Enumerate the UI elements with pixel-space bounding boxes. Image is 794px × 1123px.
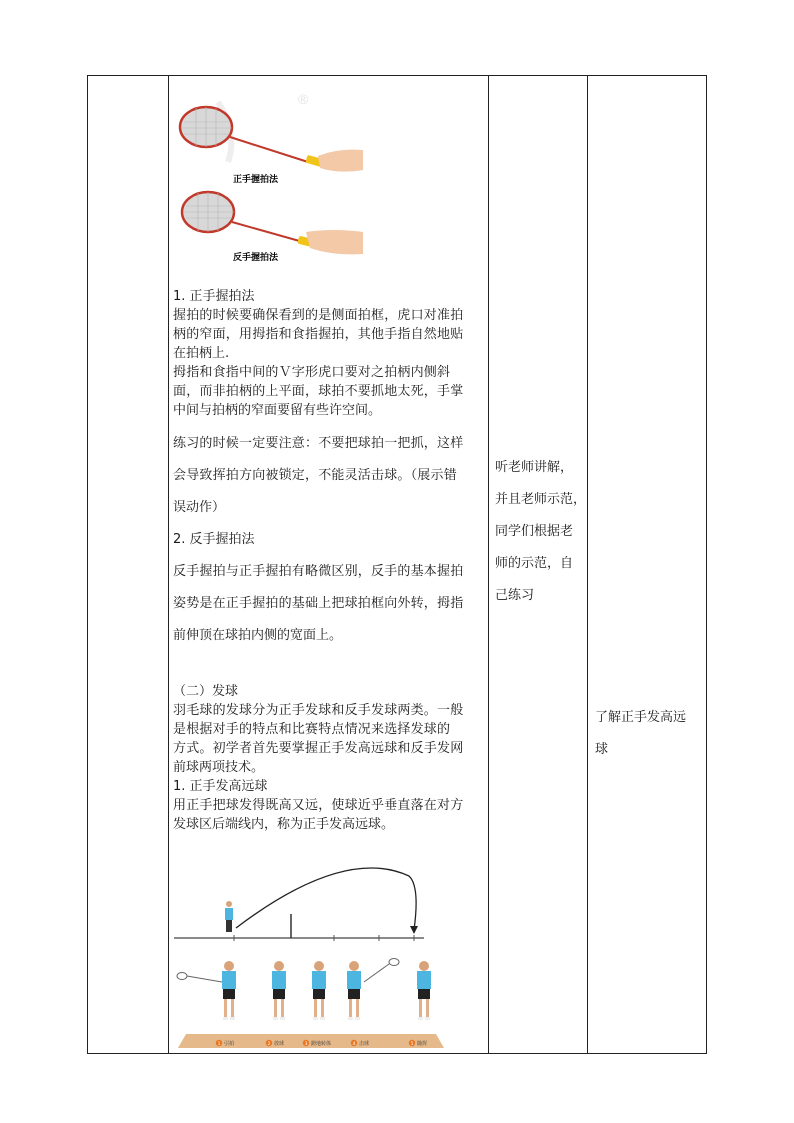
serve-player-figure bbox=[417, 961, 431, 1020]
serve-trajectory-illustration bbox=[174, 856, 454, 946]
paragraph-line: 反手握拍与正手握拍有略微区别，反手的基本握拍 bbox=[173, 564, 464, 579]
student-activity-cell bbox=[489, 76, 587, 1053]
teaching-content-cell bbox=[168, 76, 488, 1053]
paragraph-line: 中间与拍柄的窄面要留有些许空间。 bbox=[173, 403, 382, 418]
design-intent-cell bbox=[588, 76, 707, 1053]
step-number: 1 bbox=[217, 1042, 221, 1047]
serve-sequence-illustration bbox=[174, 954, 444, 1052]
grip-figure bbox=[178, 82, 368, 277]
step-label bbox=[216, 1040, 234, 1047]
step-number: 5 bbox=[410, 1042, 414, 1047]
serve-player-figure bbox=[222, 961, 236, 1020]
activity-line: 同学们根据老 bbox=[495, 524, 574, 539]
section-forehand-grip-title: 1. 正手握拍法 bbox=[173, 289, 255, 304]
step-label bbox=[266, 1040, 284, 1047]
sequence-figure bbox=[174, 954, 444, 1052]
step-label bbox=[351, 1040, 369, 1047]
step-name: 随挥 bbox=[417, 1041, 428, 1047]
racket-icon bbox=[364, 959, 399, 983]
section-backhand-grip-title: 2. 反手握拍法 bbox=[173, 532, 255, 547]
paragraph-line: 练习的时候一定要注意：不要把球拍一把抓，这样 bbox=[173, 436, 464, 451]
paragraph-line: 误动作） bbox=[173, 500, 226, 515]
caption-backhand: 反手握拍法 bbox=[233, 253, 279, 263]
paragraph-line: 握拍的时候要确保看到的是侧面拍框，虎口对准拍 bbox=[173, 308, 464, 323]
step-name: 蹬地转体 bbox=[311, 1041, 332, 1047]
grip-illustration bbox=[178, 82, 368, 277]
step-number: 3 bbox=[304, 1042, 308, 1047]
step-label bbox=[303, 1040, 331, 1047]
paragraph-line: 用正手把球发得既高又远，使球近乎垂直落在对方 bbox=[173, 798, 464, 813]
lesson-table bbox=[87, 75, 707, 1054]
step-label bbox=[409, 1040, 427, 1047]
activity-line: 师的示范，自 bbox=[495, 556, 574, 571]
paragraph-line: 发球区后端线内，称为正手发高远球。 bbox=[173, 817, 395, 832]
intent-line: 了解正手发高远 bbox=[595, 710, 687, 725]
paragraph-line: 前球两项技术。 bbox=[173, 760, 265, 775]
paragraph-line: 面，而非拍柄的上平面，球拍不要抓地太死，手掌 bbox=[173, 384, 464, 399]
section-serve-title: （二）发球 bbox=[173, 684, 239, 699]
step-number: 4 bbox=[352, 1042, 356, 1047]
paragraph-line: 方式。初学者首先要掌握正手发高远球和反手发网 bbox=[173, 741, 464, 756]
paragraph-line: 在拍柄上. bbox=[173, 346, 230, 361]
step-name: 击球 bbox=[359, 1041, 370, 1047]
svg-text:®: ® bbox=[298, 91, 309, 107]
paragraph-line: 拇指和食指中间的Ｖ字形虎口要对之拍柄内侧斜 bbox=[173, 365, 451, 380]
paragraph-line: 会导致挥拍方向被锁定，不能灵活击球。（展示错 bbox=[173, 468, 457, 483]
serve-player-figure bbox=[347, 961, 361, 1020]
player-icon bbox=[225, 901, 233, 932]
serve-player-figure bbox=[312, 961, 326, 1020]
serve-player-figure bbox=[272, 961, 286, 1020]
caption-forehand: 正手握拍法 bbox=[233, 175, 279, 185]
trajectory-figure bbox=[174, 856, 454, 946]
activity-line: 己练习 bbox=[495, 588, 535, 603]
step-number: 2 bbox=[267, 1042, 271, 1047]
step-name: 引拍 bbox=[224, 1041, 235, 1047]
intent-line: 球 bbox=[595, 742, 609, 757]
activity-line: 听老师讲解， bbox=[495, 460, 574, 475]
racket-icon bbox=[177, 973, 222, 983]
paragraph-line: 柄的窄面，用拇指和食指握拍，其他手指自然地贴 bbox=[173, 327, 464, 342]
step-name: 放球 bbox=[274, 1041, 285, 1047]
paragraph-line: 姿势是在正手握拍的基础上把球拍框向外转，拇指 bbox=[173, 596, 464, 611]
section-high-serve-title: 1. 正手发高远球 bbox=[173, 779, 268, 794]
paragraph-line: 是根据对手的特点和比赛特点情况来选择发球的 bbox=[173, 722, 451, 737]
paragraph-line: 羽毛球的发球分为正手发球和反手发球两类。一般 bbox=[173, 703, 464, 718]
paragraph-line: 前伸顶在球拍内侧的宽面上。 bbox=[173, 628, 343, 643]
activity-line: 并且老师示范， bbox=[495, 492, 587, 507]
